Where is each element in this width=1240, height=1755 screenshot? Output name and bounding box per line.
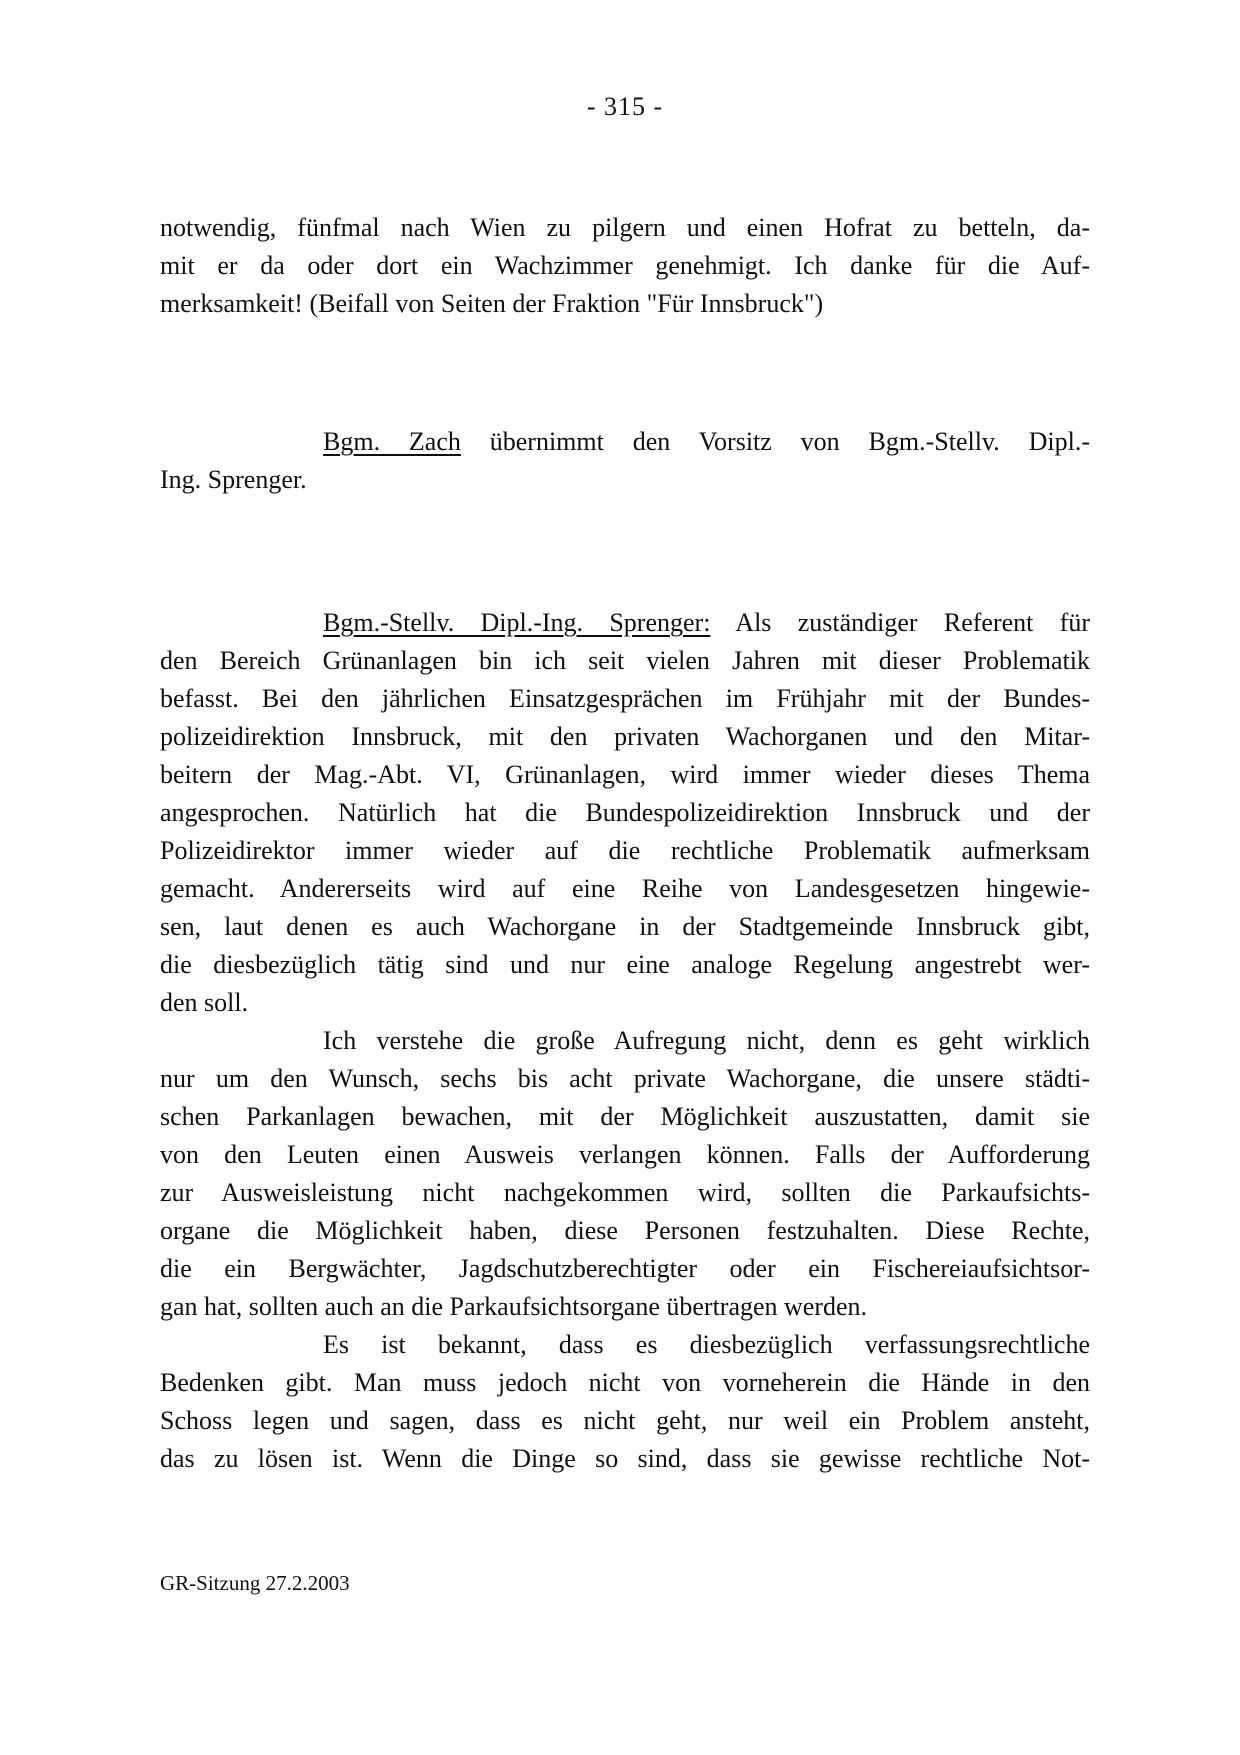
text-line: schen Parkanlagen bewachen, mit der Möglichkeit auszustatten, damit sie	[160, 1102, 1090, 1131]
text-line: das zu lösen ist. Wenn die Dinge so sind, dass sie gewisse rechtliche Not-	[160, 1444, 1090, 1473]
stage-direction-text: übernimmt den Vorsitz von Bgm.-Stellv. Dipl.-	[460, 427, 1090, 456]
text-line	[160, 423, 1090, 461]
text-line: befasst. Bei den jährlichen Einsatzgesprächen im Frühjahr mit der Bundes-	[160, 684, 1090, 713]
text-line: notwendig, fünfmal nach Wien zu pilgern und einen Hofrat zu betteln, da-	[160, 213, 1090, 242]
paragraph-continuation	[160, 209, 1090, 323]
speech-text: Als zuständiger Referent für	[710, 608, 1090, 637]
page-number: - 315 -	[586, 92, 664, 121]
paragraph-speech-3	[160, 1326, 1090, 1478]
text-line: Bedenken gibt. Man muss jedoch nicht von vorneherein die Hände in den	[160, 1368, 1090, 1397]
page-footer: GR-Sitzung 27.2.2003	[160, 1571, 350, 1595]
text-line: beitern der Mag.-Abt. VI, Grünanlagen, wird immer wieder dieses Thema	[160, 760, 1090, 789]
text-line	[160, 604, 1090, 642]
text-line: Es ist bekannt, dass es diesbezüglich verfassungsrechtliche	[323, 1330, 1090, 1359]
text-line: Ich verstehe die große Aufregung nicht, denn es geht wirklich	[323, 1026, 1090, 1055]
text-line: die diesbezüglich tätig sind und nur eine analoge Regelung angestrebt wer-	[160, 950, 1090, 979]
speaker-name: Bgm. Zach	[323, 427, 461, 456]
text-line: die ein Bergwächter, Jagdschutzberechtigter oder ein Fischereiaufsichtsor-	[160, 1254, 1090, 1283]
text-line: Polizeidirektor immer wieder auf die rechtliche Problematik aufmerksam	[160, 836, 1090, 865]
text-line: angesprochen. Natürlich hat die Bundespolizeidirektion Innsbruck und der	[160, 798, 1090, 827]
text-line: den soll.	[160, 988, 249, 1017]
text-line: organe die Möglichkeit haben, diese Personen festzuhalten. Diese Rechte,	[160, 1216, 1090, 1245]
text-line: polizeidirektion Innsbruck, mit den privaten Wachorganen und den Mitar-	[160, 722, 1090, 751]
text-line: zur Ausweisleistung nicht nachgekommen wird, sollten die Parkaufsichts-	[160, 1178, 1090, 1207]
text-line: den Bereich Grünanlagen bin ich seit vielen Jahren mit dieser Problematik	[160, 646, 1090, 675]
paragraph-speech-1	[160, 604, 1090, 1022]
text-line: Schoss legen und sagen, dass es nicht geht, nur weil ein Problem ansteht,	[160, 1406, 1090, 1435]
text-line: mit er da oder dort ein Wachzimmer genehmigt. Ich danke für die Auf-	[160, 251, 1090, 280]
text-line: gan hat, sollten auch an die Parkaufsichtsorgane übertragen werden.	[160, 1292, 868, 1321]
paragraph-stage-direction	[160, 423, 1090, 499]
text-line: nur um den Wunsch, sechs bis acht private Wachorgane, die unsere städti-	[160, 1064, 1090, 1093]
text-line: Ing. Sprenger.	[160, 465, 307, 494]
text-line: gemacht. Andererseits wird auf eine Reihe von Landesgesetzen hingewie-	[160, 874, 1090, 903]
text-line: von den Leuten einen Ausweis verlangen können. Falls der Aufforderung	[160, 1140, 1090, 1169]
text-line: sen, laut denen es auch Wachorgane in der Stadtgemeinde Innsbruck gibt,	[160, 912, 1090, 941]
paragraph-speech-2	[160, 1022, 1090, 1326]
text-line: merksamkeit! (Beifall von Seiten der Fraktion "Für Innsbruck")	[160, 289, 824, 318]
speaker-name: Bgm.-Stellv. Dipl.-Ing. Sprenger:	[323, 608, 711, 637]
